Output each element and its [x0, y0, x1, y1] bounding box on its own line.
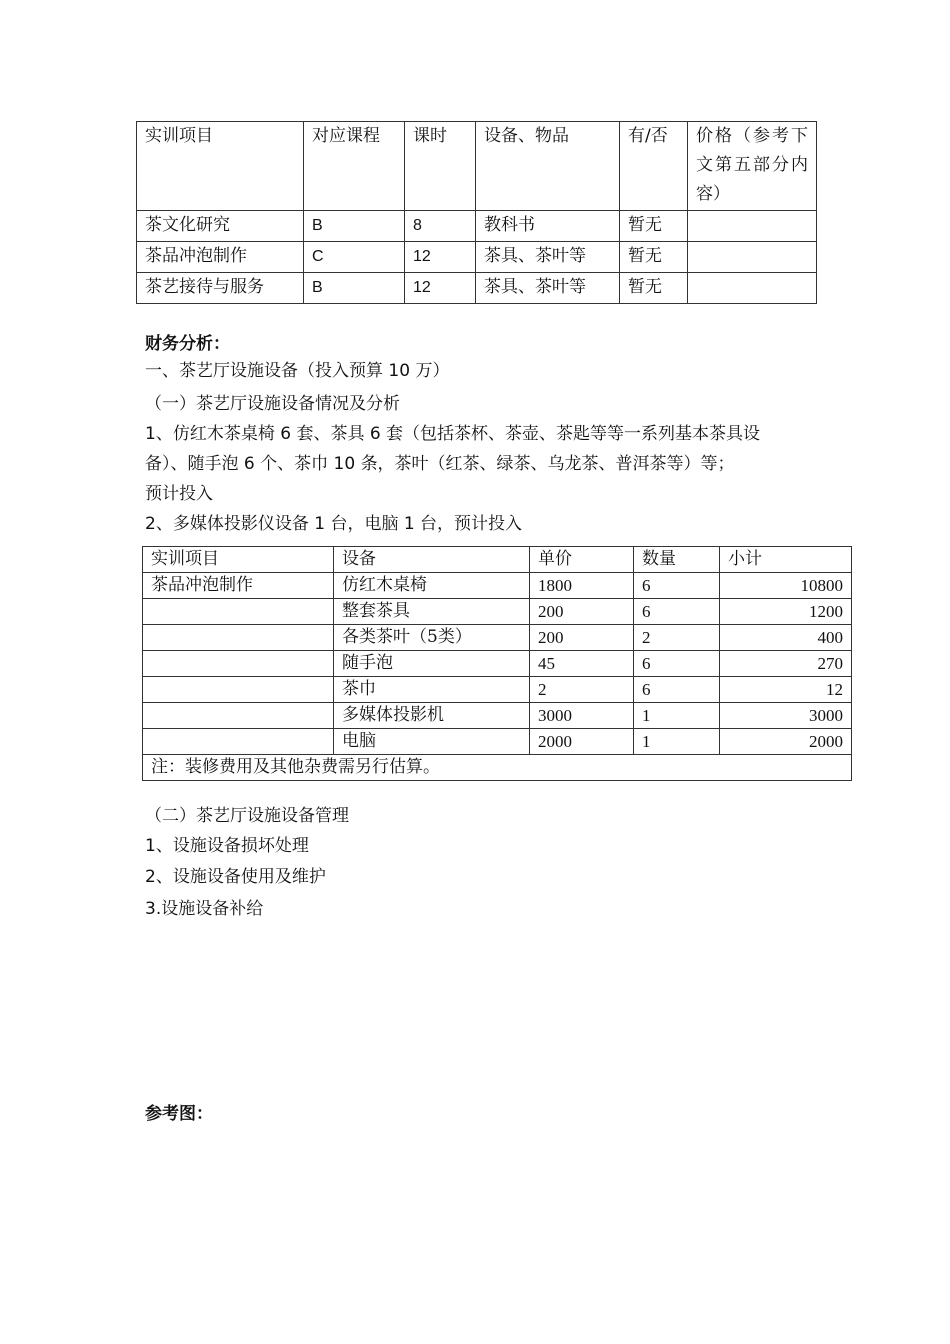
- header-cell: 有/否: [620, 122, 688, 211]
- table-cell: 教科书: [476, 211, 620, 242]
- financial-analysis-heading: 财务分析：: [145, 334, 230, 354]
- table-header-row: [137, 122, 817, 211]
- table-cell: 暂无: [620, 211, 688, 242]
- table-cell: 12: [720, 677, 852, 703]
- part1-title: 一、茶艺厅设施设备（投入预算 10 万）: [145, 361, 450, 381]
- table-cell: 12: [405, 242, 476, 273]
- header-cell: 单价: [530, 547, 634, 573]
- equipment-budget-table: [142, 546, 852, 781]
- management-item-3: 3.设施设备补给: [145, 899, 264, 919]
- table-cell: 暂无: [620, 273, 688, 304]
- table-row: [143, 625, 852, 651]
- table-cell: 6: [634, 599, 720, 625]
- table-cell: [143, 625, 334, 651]
- table-cell: [688, 273, 817, 304]
- reference-figure-heading: 参考图：: [145, 1104, 213, 1124]
- table-cell: 1200: [720, 599, 852, 625]
- table-cell: 仿红木桌椅: [334, 573, 530, 599]
- table-cell: 电脑: [334, 729, 530, 755]
- header-cell: 对应课程: [304, 122, 405, 211]
- course-equipment-table: [136, 121, 817, 304]
- table-cell: 200: [530, 599, 634, 625]
- table-row: [143, 651, 852, 677]
- table-cell: [688, 242, 817, 273]
- management-item-2: 2、设施设备使用及维护: [145, 867, 326, 887]
- table-cell: 400: [720, 625, 852, 651]
- table-row: [137, 211, 817, 242]
- table-cell: [688, 211, 817, 242]
- table-cell: 茶品冲泡制作: [137, 242, 304, 273]
- item1-line3: 预计投入: [145, 484, 213, 504]
- table-cell: 各类茶叶（5类）: [334, 625, 530, 651]
- table-cell: 1: [634, 729, 720, 755]
- table-cell: 2000: [530, 729, 634, 755]
- table-row: [143, 729, 852, 755]
- management-item-1: 1、设施设备损坏处理: [145, 836, 309, 856]
- table-cell: C: [304, 242, 405, 273]
- header-cell: 设备、物品: [476, 122, 620, 211]
- table-row: [143, 599, 852, 625]
- header-cell: 设备: [334, 547, 530, 573]
- item2: 2、多媒体投影仪设备 1 台，电脑 1 台，预计投入: [145, 514, 523, 534]
- subsection2-title: （二）茶艺厅设施设备管理: [145, 806, 349, 826]
- table-cell: 8: [405, 211, 476, 242]
- table-cell: 2: [530, 677, 634, 703]
- table-cell: 随手泡: [334, 651, 530, 677]
- table-cell: 茶巾: [334, 677, 530, 703]
- header-cell: 价格（参考下文第五部分内容）: [688, 122, 817, 211]
- header-cell: 课时: [405, 122, 476, 211]
- table-header-row: [143, 547, 852, 573]
- table-cell: 12: [405, 273, 476, 304]
- table-cell: [143, 703, 334, 729]
- table-cell: 1: [634, 703, 720, 729]
- table-cell: 茶文化研究: [137, 211, 304, 242]
- table-cell: 茶具、茶叶等: [476, 242, 620, 273]
- table-cell: 多媒体投影机: [334, 703, 530, 729]
- table-cell: [143, 651, 334, 677]
- table-cell: 6: [634, 651, 720, 677]
- table-cell: 茶艺接待与服务: [137, 273, 304, 304]
- table-cell: 2: [634, 625, 720, 651]
- table-cell: 2000: [720, 729, 852, 755]
- table-row: [137, 273, 817, 304]
- table-cell: 270: [720, 651, 852, 677]
- subsection1-title: （一）茶艺厅设施设备情况及分析: [145, 394, 400, 414]
- item1-line2: 备）、随手泡 6 个、茶巾 10 条，茶叶（红茶、绿茶、乌龙茶、普洱茶等）等；: [145, 454, 735, 474]
- table-cell: 6: [634, 677, 720, 703]
- table-note: 注：装修费用及其他杂费需另行估算。: [143, 755, 852, 781]
- table-cell: [143, 677, 334, 703]
- item1-line1: 1、仿红木茶桌椅 6 套、茶具 6 套（包括茶杯、茶壶、茶匙等等一系列基本茶具设: [145, 424, 761, 444]
- table-cell: B: [304, 211, 405, 242]
- header-cell: 实训项目: [143, 547, 334, 573]
- table-row: [143, 573, 852, 599]
- table-note-row: [143, 755, 852, 781]
- header-cell: 实训项目: [137, 122, 304, 211]
- table-cell: 整套茶具: [334, 599, 530, 625]
- table-cell: 1800: [530, 573, 634, 599]
- table-cell: [143, 599, 334, 625]
- table-cell: 3000: [720, 703, 852, 729]
- table-cell: 3000: [530, 703, 634, 729]
- table-row: [137, 242, 817, 273]
- table-cell: 10800: [720, 573, 852, 599]
- header-cell: 小计: [720, 547, 852, 573]
- table-cell: B: [304, 273, 405, 304]
- table-row: [143, 703, 852, 729]
- table-cell: [143, 729, 334, 755]
- header-cell: 数量: [634, 547, 720, 573]
- table-cell: 6: [634, 573, 720, 599]
- table-cell: 45: [530, 651, 634, 677]
- table-cell: 200: [530, 625, 634, 651]
- table-row: [143, 677, 852, 703]
- table-cell: 暂无: [620, 242, 688, 273]
- table-cell: 茶品冲泡制作: [143, 573, 334, 599]
- table-cell: 茶具、茶叶等: [476, 273, 620, 304]
